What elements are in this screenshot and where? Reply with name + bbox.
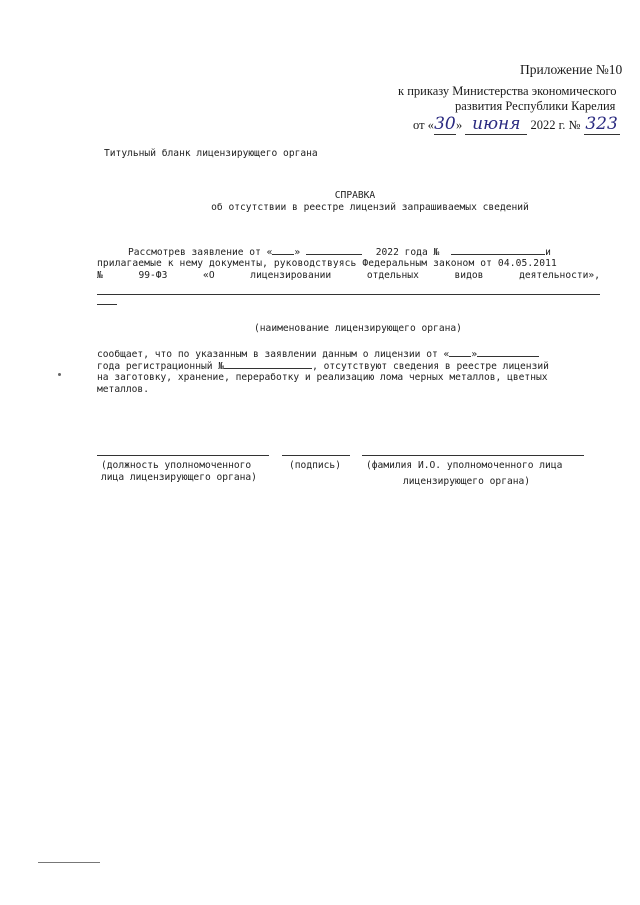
blank-reg-number bbox=[224, 359, 312, 369]
p5-text-b: » bbox=[471, 349, 478, 360]
p6-text-a: года регистрационный № bbox=[97, 361, 225, 372]
date-day: 30 bbox=[434, 114, 456, 134]
org-name-line-1 bbox=[97, 294, 600, 295]
date-year: 2022 г. № bbox=[530, 118, 581, 132]
p5-text-a: сообщает, что по указанным в заявлении данным о лицензии от « bbox=[97, 349, 450, 360]
body-line-7: на заготовку, хранение, переработку и реализацию лома черных металлов, цветных bbox=[97, 372, 548, 383]
blank-license-month bbox=[477, 347, 539, 357]
position-signature-line bbox=[97, 455, 269, 456]
order-line-2: развития Республики Карелия bbox=[455, 99, 616, 113]
p1-text-a: Рассмотрев заявление от « bbox=[128, 247, 273, 258]
blank-day bbox=[272, 245, 294, 255]
p6-text-b: , отсутствуют сведения в реестре лицензий bbox=[312, 361, 549, 372]
order-line-1: к приказу Министерства экономического bbox=[398, 84, 617, 98]
body-line-2: прилагаемые к нему документы, руководствуясь Федеральным законом от 04.05.2011 bbox=[97, 258, 557, 269]
p1-text-c: 2022 года № bbox=[375, 247, 440, 258]
position-caption-1: (должность уполномоченного bbox=[101, 460, 252, 471]
margin-mark bbox=[58, 373, 61, 376]
p1-text-d: и bbox=[545, 247, 551, 258]
p3-w4: деятельности», bbox=[519, 270, 600, 281]
name-signature-line bbox=[362, 455, 584, 456]
org-name-line-2 bbox=[97, 304, 117, 305]
order-number: 323 bbox=[585, 114, 618, 134]
p3-q: «О bbox=[203, 270, 215, 281]
name-caption-1: (фамилия И.О. уполномоченного лица bbox=[366, 460, 563, 471]
appendix-label: Приложение №10 bbox=[520, 62, 623, 77]
p3-no: № bbox=[97, 270, 103, 281]
org-caption: (наименование лицензирующего органа) bbox=[254, 323, 462, 334]
blank-month bbox=[306, 245, 362, 255]
p1-text-b: » bbox=[294, 247, 301, 258]
p3-w1: лицензировании bbox=[250, 270, 332, 281]
position-caption-2: лица лицензирующего органа) bbox=[101, 472, 257, 483]
name-caption-2: лицензирующего органа) bbox=[403, 476, 531, 487]
doc-subtitle: об отсутствии в реестре лицензий запрашиваемых сведений bbox=[211, 202, 529, 213]
date-prefix: от « bbox=[413, 118, 434, 132]
doc-title: СПРАВКА bbox=[334, 190, 376, 201]
p3-w2: отдельных bbox=[366, 270, 419, 281]
body-line-8: металлов. bbox=[97, 384, 149, 395]
body-line-3 bbox=[97, 270, 600, 281]
p3-w3: видов bbox=[454, 270, 484, 281]
blank-number bbox=[451, 245, 545, 255]
sign-line bbox=[282, 455, 350, 456]
blank-license-day bbox=[449, 347, 471, 357]
order-date-line bbox=[413, 114, 620, 135]
date-close: » bbox=[455, 118, 463, 132]
sign-caption: (подпись) bbox=[289, 460, 341, 471]
title-form-label: Титульный бланк лицензирующего органа bbox=[104, 148, 318, 159]
date-month: июня bbox=[465, 114, 527, 135]
body-line-6 bbox=[97, 359, 549, 372]
p3-law: 99-ФЗ bbox=[138, 270, 168, 281]
footer-rule bbox=[38, 862, 100, 863]
body-line-1 bbox=[128, 245, 551, 258]
